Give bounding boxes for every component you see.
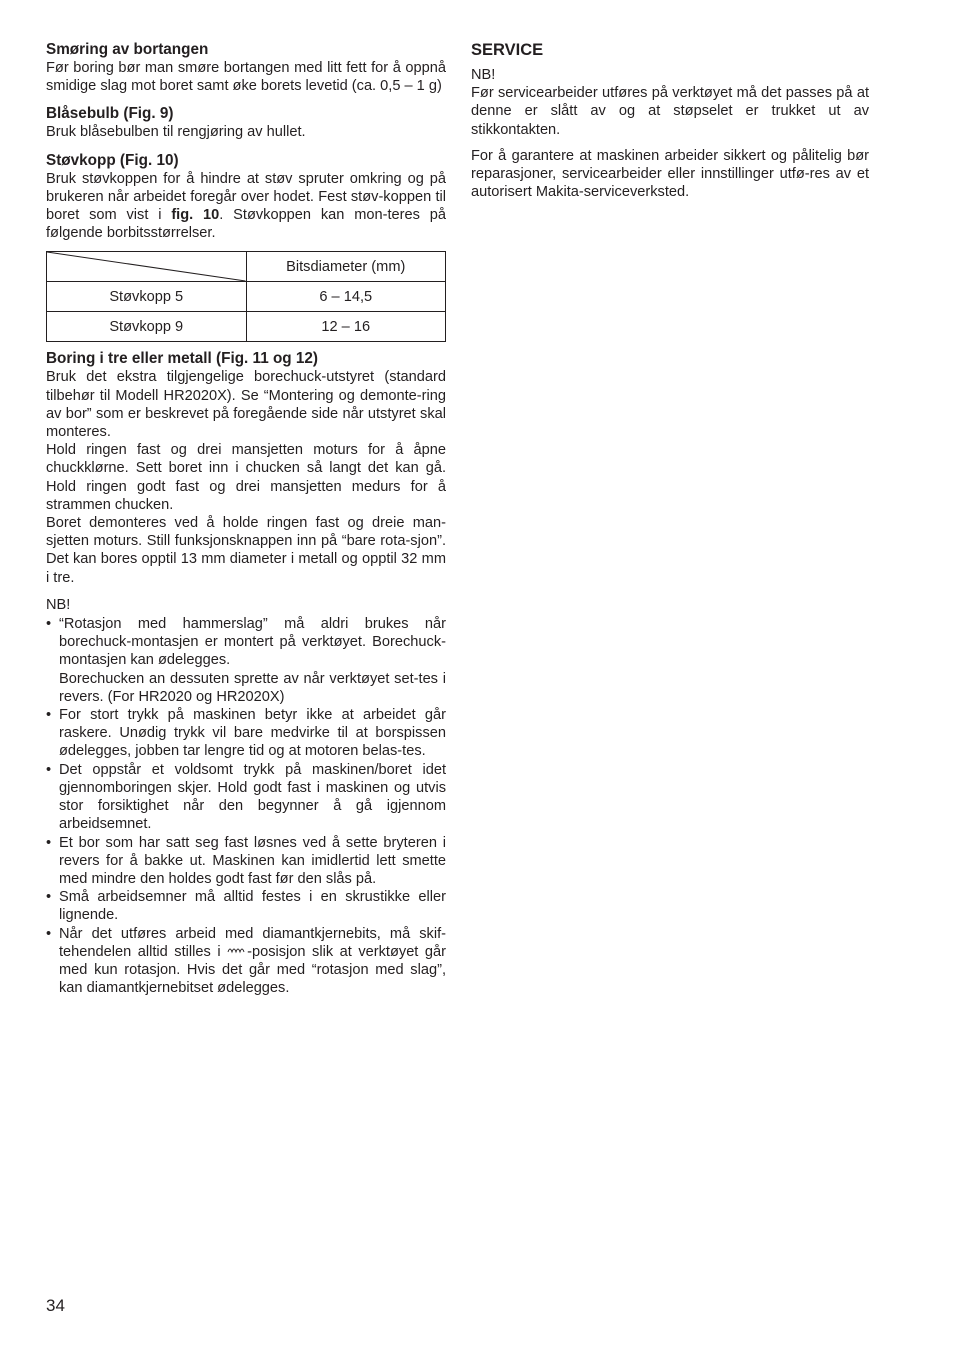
paragraph: Boret demonteres ved å holde ringen fast og dreie man-sjetten moturs. Still funksjonsknappen inn på “bare rota-sjon”. Det kan bores opptil 13 mm diameter i metall og opptil 32 mm i tre. (46, 515, 446, 586)
section-text: Bruk blåsebulben til rengjøring av hullet. (46, 124, 306, 141)
note-block (46, 596, 446, 997)
table-cell-name: Støvkopp 5 (47, 282, 247, 312)
bullet: • (46, 834, 52, 851)
table-corner-cell (47, 252, 247, 282)
paragraph: For å garantere at maskinen arbeider sikkert og pålitelig bør reparasjoner, servicearbeider eller innstillinger utfø-res av et autorisert Makita-serviceverksted. (471, 147, 869, 201)
section-heading: Blåsebulb (Fig. 9) (46, 105, 174, 123)
bullet: • (46, 925, 52, 942)
table-header-row (47, 252, 446, 282)
table-header-cell: Bitsdiameter (mm) (246, 252, 446, 282)
table-cell-value: 12 – 16 (246, 312, 446, 342)
section-heading: Boring i tre eller metall (Fig. 11 og 12) (46, 350, 319, 368)
paragraph: Hold ringen fast og drei mansjetten moturs for å åpne chuckklørne. Sett boret inn i chucken så langt det kan gå. Hold ringen godt fast og drei mansjetten medurs for å strammen chucken. (46, 442, 446, 513)
page-number: 34 (46, 1296, 65, 1315)
list-item: • Når det utføres arbeid med diamantkjernebits, må skif-tehendelen alltid stilles i -posisjon slik at verktøyet går med kun rotasjon. Hvis det går med “rotasjon med slag”, kan diamantkjernebitset ødelegges. (46, 925, 446, 997)
left-column (46, 40, 446, 997)
diagonal-line (47, 252, 246, 281)
section-dust-cup (46, 151, 446, 243)
figure-reference: fig. 10 (171, 207, 220, 224)
paragraph: Bruk det ekstra tilgjengelige borechuck-utstyret (standard tilbehør til Modell HR2020X). Se “Montering og demonte-ring av bor” som er beskrevet på foregående side når utstyret skal monteres. (46, 369, 446, 441)
list-item: • Små arbeidsemner må alltid festes i en skrustikke eller lignende. (46, 889, 446, 924)
section-lubrication (46, 40, 446, 95)
table-row (47, 282, 446, 312)
bullet: • (46, 707, 52, 724)
note-label: NB! (471, 67, 496, 83)
section-heading: Støvkopp (Fig. 10) (46, 151, 179, 169)
right-column (471, 40, 869, 201)
paragraph: Før servicearbeider utføres på verktøyet må det passes på at denne er slått av og at støpselet er trukket ut av stikkontakten. (471, 85, 869, 138)
table-row (47, 312, 446, 342)
note-list (46, 615, 446, 997)
bullet: • (46, 889, 52, 906)
table-cell-name: Støvkopp 9 (47, 312, 247, 342)
list-item: • Det oppstår et voldsomt trykk på maskinen/boret idet gjennomboringen skjer. Hold godt fast i maskinen og utvis stor forsiktighet når den begynner å gå igjennom arbeidsemnet. (46, 761, 446, 833)
section-text: Bruk støvkoppen for å hindre at støv spruter omkring og på brukeren når arbeidet foregår over hodet. Fest støv-koppen til boret som vist i fig. 10. Støvkoppen kan mon-teres på følgende borbitsstørrelser. (46, 170, 446, 242)
section-drilling (46, 349, 446, 586)
bullet: • (46, 761, 52, 778)
rotation-only-symbol-icon (227, 946, 247, 954)
section-text: Før boring bør man smøre bortangen med litt fett for å oppnå smidige slag mot boret samt øke borets levetid (ca. 0,5 – 1 g) (46, 60, 446, 95)
section-heading: Smøring av bortangen (46, 41, 209, 58)
bullet: • (46, 616, 52, 633)
list-item: • “Rotasjon med hammerslag” må aldri brukes når borechuck-montasjen er montert på verktøyet. Borechuck-montasjen kan ødelegges. Borechucken an dessuten sprette av når verktøyet set-tes i revers. (For HR2020 og HR2020X) (46, 616, 446, 705)
service-heading: SERVICE (471, 41, 544, 59)
table-cell-value: 6 – 14,5 (246, 282, 446, 312)
list-item: • Et bor som har satt seg fast løsnes ved å sette bryteren i revers for å bakke ut. Maskinen kan imidlertid lett smette med mindre den holdes godt fast før den slås på. (46, 834, 446, 887)
list-item: • For stort trykk på maskinen betyr ikke at arbeidet går raskere. Unødig trykk vil bare medvirke til at borspissen ødelegges, jobben tar lengre tid og at motoren belas-tes. (46, 707, 446, 760)
section-blow-bulb (46, 104, 446, 141)
note-label: NB! (46, 596, 71, 613)
dust-cup-table (46, 251, 446, 342)
